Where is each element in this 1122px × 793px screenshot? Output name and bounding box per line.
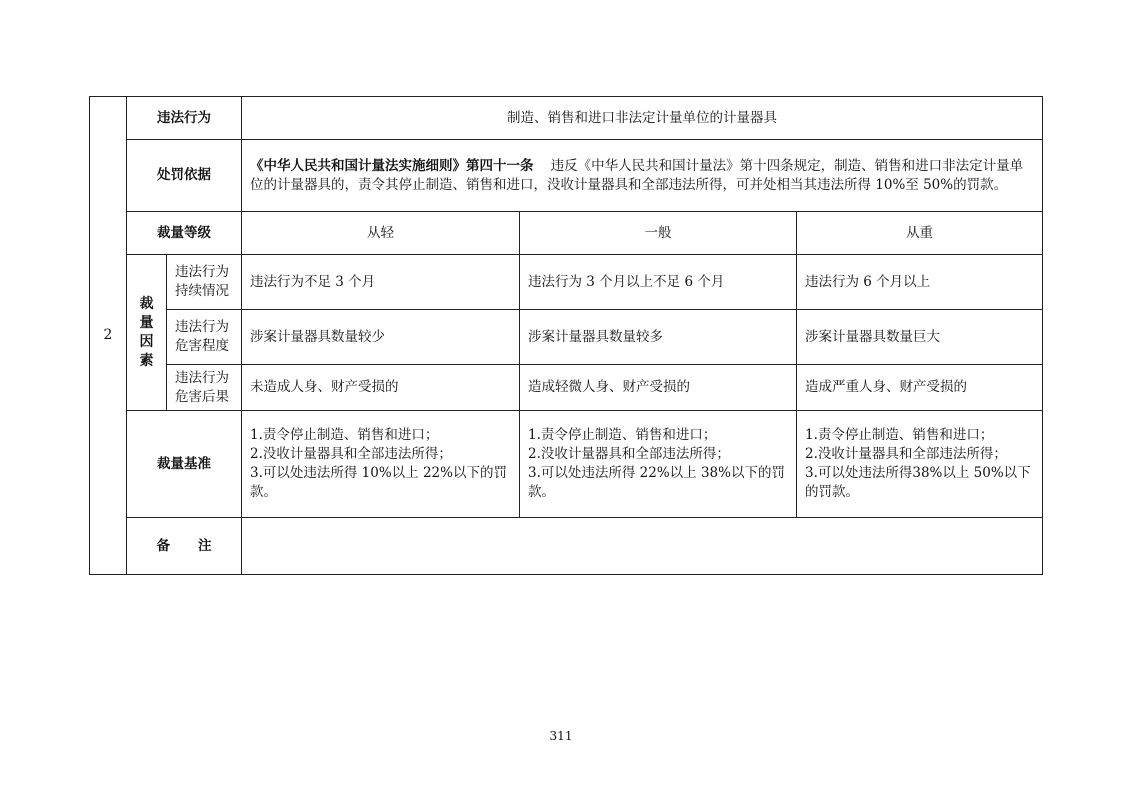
factor-duration-normal: 违法行为 3 个月以上不足 6 个月 xyxy=(520,255,797,310)
remarks-label-char: 注 xyxy=(198,537,212,554)
factor-label-severity xyxy=(167,310,242,365)
factor-consequence-light: 未造成人身、财产受损的 xyxy=(242,365,520,411)
standard-line: 3.可以处违法所得38%以上 50%以下的罚款。 xyxy=(805,465,1031,500)
remarks-value xyxy=(242,518,1043,575)
factor-severity-heavy: 涉案计量器具数量巨大 xyxy=(797,310,1043,365)
standard-line: 1.责令停止制造、销售和进口； xyxy=(250,427,439,443)
factor-label-line: 持续情况 xyxy=(175,283,229,299)
level-heavy: 从重 xyxy=(797,212,1043,255)
levels-label: 裁量等级 xyxy=(127,212,242,255)
level-normal: 一般 xyxy=(520,212,797,255)
factors-label-char: 裁 xyxy=(139,295,154,312)
factor-label-line: 违法行为 xyxy=(175,319,229,335)
basis-cell xyxy=(242,140,1043,212)
row-number: 2 xyxy=(90,97,127,575)
standard-line: 2.没收计量器具和全部违法所得； xyxy=(805,446,1007,462)
violation-label: 违法行为 xyxy=(127,97,242,140)
standard-line: 1.责令停止制造、销售和进口； xyxy=(805,427,994,443)
factor-consequence-normal: 造成轻微人身、财产受损的 xyxy=(520,365,797,411)
penalty-table xyxy=(89,96,1043,575)
factors-label-char: 素 xyxy=(139,352,154,369)
factors-label-char: 量 xyxy=(139,314,154,331)
standard-heavy xyxy=(797,411,1043,518)
factor-label-line: 危害程度 xyxy=(175,338,229,354)
standard-line: 3.可以处违法所得 22%以上 38%以下的罚款。 xyxy=(528,465,785,500)
factor-label-line: 违法行为 xyxy=(175,369,229,386)
factors-label xyxy=(127,255,167,411)
factor-severity-normal: 涉案计量器具数量较多 xyxy=(520,310,797,365)
level-light: 从轻 xyxy=(242,212,520,255)
remarks-label-char: 备 xyxy=(156,537,170,554)
standard-line: 3.可以处违法所得 10%以上 22%以下的罚款。 xyxy=(250,465,507,500)
factors-label-char: 因 xyxy=(139,333,154,350)
factor-label-consequence xyxy=(167,365,242,411)
basis-label: 处罚依据 xyxy=(127,140,242,212)
violation-value: 制造、销售和进口非法定计量单位的计量器具 xyxy=(242,97,1043,140)
factor-consequence-heavy: 造成严重人身、财产受损的 xyxy=(797,365,1043,411)
standard-light xyxy=(242,411,520,518)
factor-duration-heavy: 违法行为 6 个月以上 xyxy=(797,255,1043,310)
factor-label-duration xyxy=(167,255,242,310)
standard-normal xyxy=(520,411,797,518)
basis-title: 《中华人民共和国计量法实施细则》第四十一条 xyxy=(250,157,534,174)
standard-line: 2.没收计量器具和全部违法所得； xyxy=(528,446,730,462)
standard-line: 2.没收计量器具和全部违法所得； xyxy=(250,446,452,462)
remarks-label xyxy=(127,518,242,575)
factor-duration-light: 违法行为不足 3 个月 xyxy=(242,255,520,310)
factor-severity-light: 涉案计量器具数量较少 xyxy=(242,310,520,365)
page-number: 311 xyxy=(549,729,573,743)
basis-text: 违反《中华人民共和国计量法》第十四条规定，制造、销售和进口非法定计量单位的计量器具的，责令其停止制造、销售和进口，没收计量器具和全部违法所得，可并处相当其违法所得 10%至 50%的罚款。 xyxy=(250,157,1024,193)
factor-label-line: 危害后果 xyxy=(175,388,229,405)
standard-line: 1.责令停止制造、销售和进口； xyxy=(528,427,717,443)
factor-label-line: 违法行为 xyxy=(175,264,229,280)
standard-label: 裁量基准 xyxy=(127,411,242,518)
